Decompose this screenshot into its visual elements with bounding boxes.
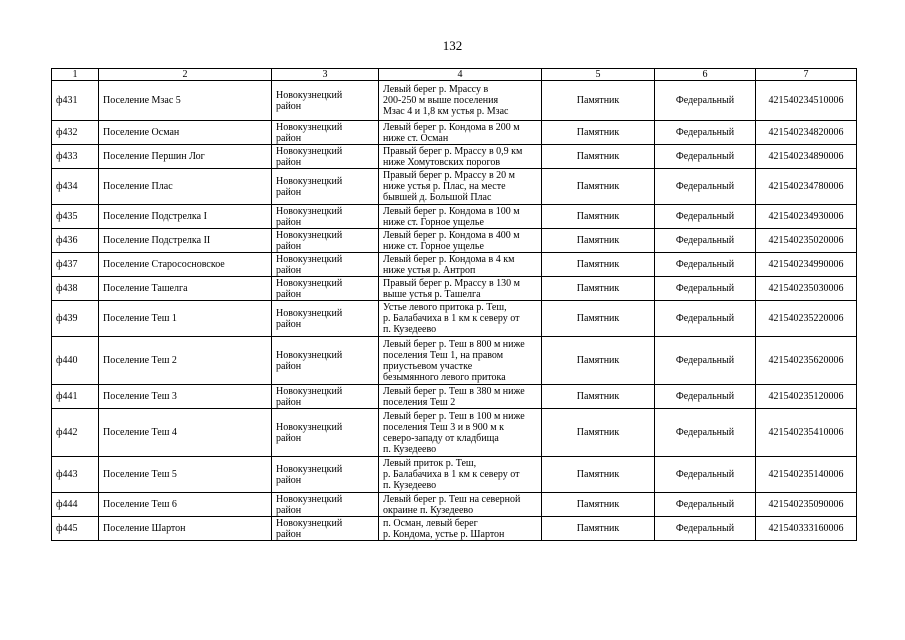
district-line: район <box>276 528 302 540</box>
district-line: район <box>276 288 302 300</box>
page-number: 132 <box>442 38 463 53</box>
location-line: ниже ст. Горное ущелье <box>383 240 484 252</box>
registry-number: 421540234820006 <box>756 121 857 145</box>
location-line: Устье левого притока р. Теш, <box>383 302 507 313</box>
object-id: ф437 <box>52 253 99 277</box>
table-row <box>52 277 857 301</box>
district-line: Новокузнецкий <box>276 205 343 217</box>
registry-number: 421540234990006 <box>756 253 857 277</box>
location <box>379 169 542 205</box>
protection-category: Федеральный <box>655 229 756 253</box>
registry-number: 421540235220006 <box>756 301 857 337</box>
district <box>272 205 379 229</box>
registry-number: 421540234510006 <box>756 81 857 121</box>
location <box>379 457 542 493</box>
object-name: Поселение Осман <box>99 121 272 145</box>
object-type: Памятник <box>542 457 655 493</box>
location-line: ниже устья р. Антроп <box>383 264 476 276</box>
location-line: поселения Теш 2 <box>383 396 456 408</box>
location <box>379 229 542 253</box>
location-line: Правый берег р. Мрассу в 130 м <box>383 277 521 289</box>
table-row <box>52 301 857 337</box>
location-line: приустьевом участке <box>383 360 473 372</box>
location-line: Левый берег р. Мрассу в <box>383 84 489 95</box>
location-line: п. Кузедеево <box>383 443 437 455</box>
location-line: 200-250 м выше поселения <box>383 95 499 106</box>
location-line: Левый берег р. Теш в 100 м ниже <box>383 410 525 422</box>
object-id: ф434 <box>52 169 99 205</box>
object-name: Поселение Подстрелка II <box>99 229 272 253</box>
registry-number: 421540235020006 <box>756 229 857 253</box>
object-id: ф443 <box>52 457 99 493</box>
location <box>379 253 542 277</box>
district-line: Новокузнецкий <box>276 145 343 157</box>
location-line: Левый берег р. Теш в 380 м ниже <box>383 385 525 397</box>
location <box>379 493 542 517</box>
object-name: Поселение Плас <box>99 169 272 205</box>
table-row <box>52 493 857 517</box>
protection-category: Федеральный <box>655 457 756 493</box>
object-type: Памятник <box>542 337 655 385</box>
protection-category: Федеральный <box>655 81 756 121</box>
district-line: район <box>276 264 302 276</box>
object-name: Поселение Мзас 5 <box>99 81 272 121</box>
protection-category: Федеральный <box>655 301 756 337</box>
district-line: район <box>276 240 302 252</box>
table-row <box>52 205 857 229</box>
table-row <box>52 121 857 145</box>
location-line: ниже Хомутовских порогов <box>383 156 501 168</box>
location <box>379 81 542 121</box>
location-line: р. Балабачиха в 1 км к северу от <box>383 469 520 480</box>
location-line: Левый берег р. Теш на северной <box>383 493 521 505</box>
object-name: Поселение Першин Лог <box>99 145 272 169</box>
object-id: ф441 <box>52 385 99 409</box>
district-line: Новокузнецкий <box>276 89 343 101</box>
district-line: район <box>276 474 302 486</box>
object-name: Поселение Теш 1 <box>99 301 272 337</box>
object-id: ф436 <box>52 229 99 253</box>
registry-number: 421540235410006 <box>756 409 857 457</box>
district <box>272 385 379 409</box>
district <box>272 517 379 541</box>
district <box>272 253 379 277</box>
location-line: р. Кондома, устье р. Шартон <box>383 528 505 540</box>
object-name: Поселение Теш 2 <box>99 337 272 385</box>
column-number: 3 <box>272 69 379 81</box>
table-row <box>52 409 857 457</box>
object-name: Поселение Ташелга <box>99 277 272 301</box>
protection-category: Федеральный <box>655 493 756 517</box>
district <box>272 169 379 205</box>
district-line: район <box>276 360 302 372</box>
heritage-registry-table <box>51 68 857 541</box>
object-name: Поселение Теш 3 <box>99 385 272 409</box>
district <box>272 121 379 145</box>
table-row <box>52 145 857 169</box>
district-line: Новокузнецкий <box>276 277 343 289</box>
location-line: Правый берег р. Мрассу в 20 м <box>383 170 516 181</box>
table-row <box>52 229 857 253</box>
protection-category: Федеральный <box>655 253 756 277</box>
object-id: ф445 <box>52 517 99 541</box>
district <box>272 229 379 253</box>
object-type: Памятник <box>542 121 655 145</box>
location-line: п. Осман, левый берег <box>383 517 478 529</box>
district-line: район <box>276 432 302 444</box>
location-line: р. Балабачиха в 1 км к северу от <box>383 313 520 324</box>
district-line: Новокузнецкий <box>276 121 343 133</box>
location-line: ниже ст. Горное ущелье <box>383 216 484 228</box>
location-line: Левый берег р. Кондома в 100 м <box>383 205 520 217</box>
district-line: район <box>276 396 302 408</box>
district <box>272 145 379 169</box>
location <box>379 385 542 409</box>
district-line: район <box>276 318 302 330</box>
location <box>379 277 542 301</box>
protection-category: Федеральный <box>655 409 756 457</box>
object-type: Памятник <box>542 253 655 277</box>
location-line: окраине п. Кузедеево <box>383 504 474 516</box>
object-id: ф438 <box>52 277 99 301</box>
district-line: район <box>276 156 302 168</box>
location-line: п. Кузедеево <box>383 480 437 491</box>
district-line: Новокузнецкий <box>276 385 343 397</box>
registry-number: 421540234890006 <box>756 145 857 169</box>
column-number-row <box>52 69 857 81</box>
location-line: Правый берег р. Мрассу в 0,9 км <box>383 145 523 157</box>
location-line: Левый берег р. Кондома в 200 м <box>383 121 520 133</box>
table-row <box>52 337 857 385</box>
column-number: 5 <box>542 69 655 81</box>
district-line: район <box>276 504 302 516</box>
location-line: безымянного левого притока <box>383 371 506 383</box>
object-type: Памятник <box>542 301 655 337</box>
object-id: ф435 <box>52 205 99 229</box>
object-id: ф442 <box>52 409 99 457</box>
object-name: Поселение Шартон <box>99 517 272 541</box>
object-id: ф440 <box>52 337 99 385</box>
district-line: Новокузнецкий <box>276 349 343 361</box>
location-line: Левый приток р. Теш, <box>383 458 477 469</box>
district-line: Новокузнецкий <box>276 421 343 433</box>
location-line: п. Кузедеево <box>383 324 437 335</box>
object-type: Памятник <box>542 385 655 409</box>
location <box>379 145 542 169</box>
registry-number: 421540235140006 <box>756 457 857 493</box>
district-line: Новокузнецкий <box>276 307 343 319</box>
object-type: Памятник <box>542 493 655 517</box>
protection-category: Федеральный <box>655 517 756 541</box>
object-type: Памятник <box>542 229 655 253</box>
table-body <box>52 81 857 541</box>
column-number: 2 <box>99 69 272 81</box>
district-line: район <box>276 100 302 112</box>
location-line: ниже устья р. Плас, на месте <box>383 181 506 192</box>
object-type: Памятник <box>542 409 655 457</box>
location <box>379 205 542 229</box>
table-row <box>52 81 857 121</box>
object-name: Поселение Теш 4 <box>99 409 272 457</box>
location <box>379 409 542 457</box>
registry-number: 421540235090006 <box>756 493 857 517</box>
object-name: Поселение Подстрелка I <box>99 205 272 229</box>
district-line: район <box>276 132 302 144</box>
location-line: поселения Теш 1, на правом <box>383 349 504 361</box>
column-number: 4 <box>379 69 542 81</box>
column-number: 7 <box>756 69 857 81</box>
object-type: Памятник <box>542 205 655 229</box>
object-type: Памятник <box>542 169 655 205</box>
table-row <box>52 517 857 541</box>
object-name: Поселение Теш 6 <box>99 493 272 517</box>
location <box>379 301 542 337</box>
district <box>272 457 379 493</box>
district-line: Новокузнецкий <box>276 229 343 241</box>
object-id: ф439 <box>52 301 99 337</box>
object-type: Памятник <box>542 517 655 541</box>
district <box>272 409 379 457</box>
location-line: Мзас 4 и 1,8 км устья р. Мзас <box>383 106 509 117</box>
protection-category: Федеральный <box>655 169 756 205</box>
registry-number: 421540235620006 <box>756 337 857 385</box>
protection-category: Федеральный <box>655 337 756 385</box>
district-line: Новокузнецкий <box>276 463 343 475</box>
district-line: район <box>276 216 302 228</box>
registry-number: 421540333160006 <box>756 517 857 541</box>
registry-number: 421540234930006 <box>756 205 857 229</box>
object-name: Поселение Теш 5 <box>99 457 272 493</box>
column-number: 6 <box>655 69 756 81</box>
location <box>379 337 542 385</box>
protection-category: Федеральный <box>655 277 756 301</box>
object-id: ф444 <box>52 493 99 517</box>
object-type: Памятник <box>542 145 655 169</box>
district <box>272 493 379 517</box>
location <box>379 121 542 145</box>
protection-category: Федеральный <box>655 205 756 229</box>
table-row <box>52 253 857 277</box>
object-name: Поселение Старососновское <box>99 253 272 277</box>
protection-category: Федеральный <box>655 385 756 409</box>
location <box>379 517 542 541</box>
column-number: 1 <box>52 69 99 81</box>
location-line: ниже ст. Осман <box>383 132 449 144</box>
object-id: ф433 <box>52 145 99 169</box>
protection-category: Федеральный <box>655 145 756 169</box>
district <box>272 277 379 301</box>
object-type: Памятник <box>542 277 655 301</box>
protection-category: Федеральный <box>655 121 756 145</box>
district-line: Новокузнецкий <box>276 253 343 265</box>
registry-number: 421540235030006 <box>756 277 857 301</box>
object-id: ф431 <box>52 81 99 121</box>
table-row <box>52 169 857 205</box>
location-line: Левый берег р. Кондома в 4 км <box>383 253 515 265</box>
object-id: ф432 <box>52 121 99 145</box>
district <box>272 337 379 385</box>
district <box>272 81 379 121</box>
location-line: северо-западу от кладбища <box>383 432 499 444</box>
district-line: Новокузнецкий <box>276 493 343 505</box>
district <box>272 301 379 337</box>
table-row <box>52 385 857 409</box>
object-type: Памятник <box>542 81 655 121</box>
location-line: поселения Теш 3 и в 900 м к <box>383 421 504 433</box>
location-line: Левый берег р. Кондома в 400 м <box>383 229 520 241</box>
district-line: Новокузнецкий <box>276 175 343 187</box>
registry-number: 421540234780006 <box>756 169 857 205</box>
registry-number: 421540235120006 <box>756 385 857 409</box>
location-line: выше устья р. Ташелга <box>383 288 481 300</box>
district-line: район <box>276 186 302 198</box>
location-line: Левый берег р. Теш в 800 м ниже <box>383 338 525 350</box>
district-line: Новокузнецкий <box>276 517 343 529</box>
location-line: бывшей д. Большой Плас <box>383 192 492 203</box>
table-row <box>52 457 857 493</box>
